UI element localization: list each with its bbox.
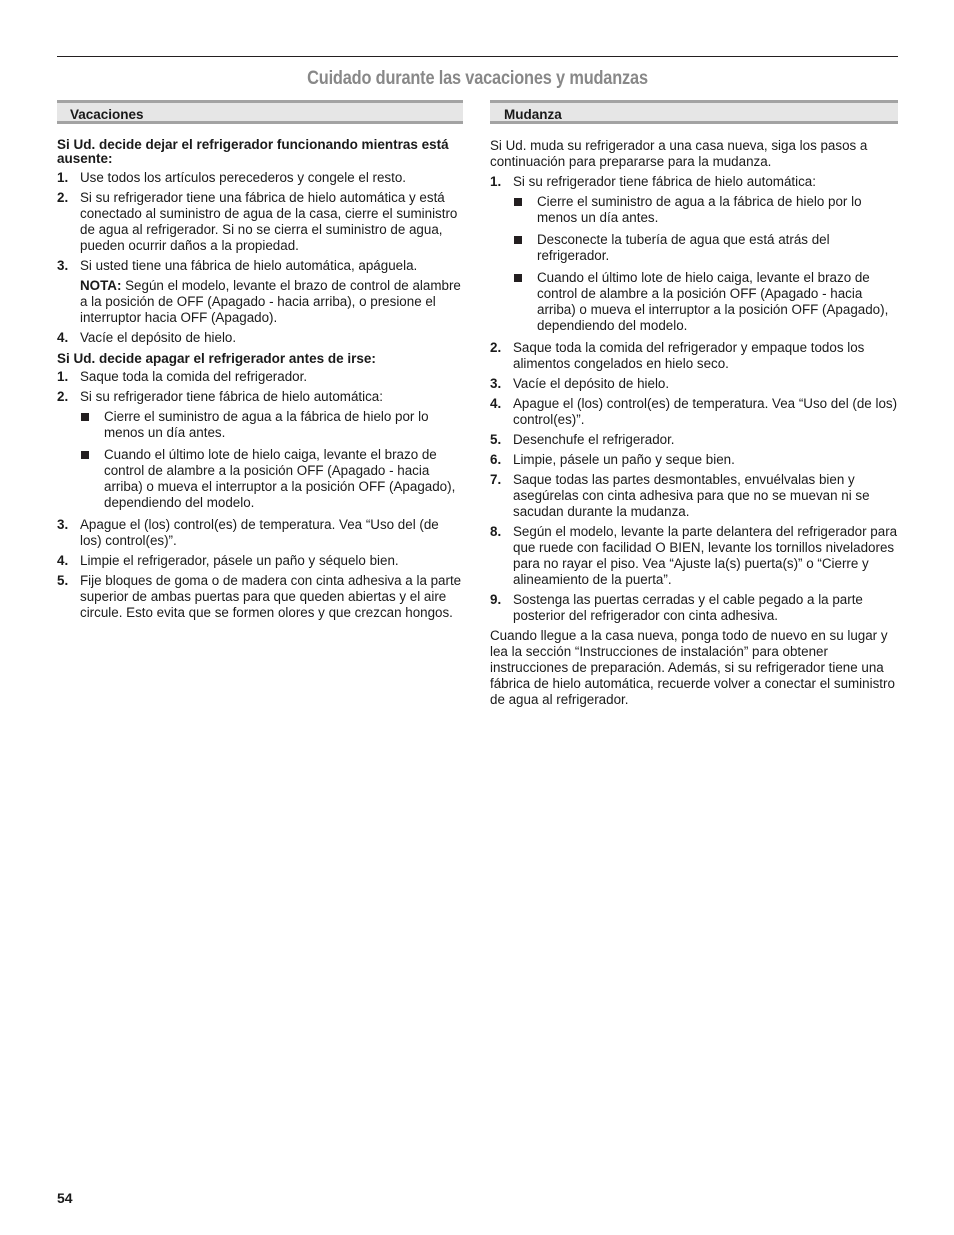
list-item (57, 330, 463, 346)
step-number: 2. (57, 389, 69, 404)
bullet-item (513, 270, 898, 334)
vacaciones-subhead-running: Si Ud. decide dejar el refrigerador funcionando mientras está ausente: (57, 137, 449, 166)
list-item (57, 553, 463, 569)
square-bullet-icon (81, 413, 89, 421)
step-number: 1. (490, 174, 502, 189)
note (80, 278, 463, 326)
step-number: 2. (57, 190, 69, 205)
list-item (57, 517, 463, 549)
step-text: Desenchufe el refrigerador. (513, 432, 675, 447)
bullet-text: Desconecte la tubería de agua que está atrás del refrigerador. (537, 232, 830, 263)
step-number: 3. (57, 517, 69, 532)
vacaciones-column (57, 100, 463, 625)
mudanza-closing: Cuando llegue a la casa nueva, ponga todo de nuevo en su lugar y lea la sección “Instrucciones de instalación” para obtener instrucciones de preparación. Además, si su refrigerador tiene una fábrica de hielo automática, recuerde volver a conectar el suministro de agua al refrigerador. (490, 628, 895, 707)
mudanza-heading: Mudanza (490, 100, 898, 124)
bullet-list (80, 409, 463, 511)
list-item (57, 258, 463, 326)
list-item (490, 174, 898, 334)
bullet-item (80, 447, 463, 511)
vacaciones-subhead-off: Si Ud. decide apagar el refrigerador antes de irse: (57, 351, 376, 366)
list-item (490, 452, 898, 468)
square-bullet-icon (514, 236, 522, 244)
step-number: 7. (490, 472, 502, 487)
note-label: NOTA: (80, 278, 122, 293)
list-item (57, 190, 463, 254)
step-number: 6. (490, 452, 502, 467)
step-number: 9. (490, 592, 502, 607)
step-text: Según el modelo, levante la parte delantera del refrigerador para que ruede con facilidad O BIEN, levante los tornillos niveladores para no rayar el piso. Vea “Ajuste la(s) puerta(s)” o “Cierre y alineamiento de la puerta”. (513, 524, 898, 587)
bullet-item (80, 409, 463, 441)
step-number: 4. (57, 553, 69, 568)
list-item (57, 389, 463, 511)
step-number: 1. (57, 170, 69, 185)
bullet-item (513, 194, 898, 226)
list-item (490, 376, 898, 392)
mudanza-column (490, 100, 898, 712)
vacaciones-steps-running (57, 170, 463, 346)
step-number: 1. (57, 369, 69, 384)
bullet-text: Cierre el suministro de agua a la fábrica de hielo por lo menos un día antes. (537, 194, 862, 225)
bullet-text: Cuando el último lote de hielo caiga, levante el brazo de control de alambre a la posición OFF (Apagado - hacia arriba) o mueva el interruptor a la posición OFF (Apagado), dependiendo del modelo. (104, 447, 456, 510)
bullet-text: Cuando el último lote de hielo caiga, levante el brazo de control de alambre a la posición OFF (Apagado - hacia arriba) o mueva el interruptor a la posición OFF (Apagado), dependiendo del modelo. (537, 270, 889, 333)
step-text: Fije bloques de goma o de madera con cinta adhesiva a la parte superior de ambas puertas para que queden abiertas y el aire circule. Esto evita que se formen olores y que crezcan hongos. (80, 573, 462, 620)
step-number: 8. (490, 524, 502, 539)
step-text: Sostenga las puertas cerradas y el cable pegado a la parte posterior del refrigerador con cinta adhesiva. (513, 592, 863, 623)
vacaciones-steps-off (57, 369, 463, 621)
square-bullet-icon (81, 451, 89, 459)
list-item (490, 524, 898, 588)
step-text: Use todos los artículos perecederos y congele el resto. (80, 170, 407, 185)
list-item (490, 396, 898, 428)
step-text: Saque toda la comida del refrigerador y empaque todos los alimentos congelados en hielo seco. (513, 340, 865, 371)
vacaciones-heading: Vacaciones (57, 100, 463, 124)
list-item (57, 573, 463, 621)
square-bullet-icon (514, 198, 522, 206)
step-number: 3. (57, 258, 69, 273)
step-text: Saque toda la comida del refrigerador. (80, 369, 308, 384)
list-item (490, 592, 898, 624)
step-text: Si su refrigerador tiene una fábrica de hielo automática y está conectado al suministro de agua de la casa, cierre el suministro de agua al refrigerador. Si no se cierra el suministro de agua, pueden ocurrir daños a la propiedad. (80, 190, 458, 253)
list-item (57, 170, 463, 186)
step-text: Limpie, pásele un paño y seque bien. (513, 452, 735, 467)
step-number: 4. (57, 330, 69, 345)
step-text: Si su refrigerador tiene fábrica de hielo automática: (513, 174, 816, 189)
step-text: Apague el (los) control(es) de temperatura. Vea “Uso del (de los) control(es)”. (80, 517, 439, 548)
mudanza-intro: Si Ud. muda su refrigerador a una casa nueva, siga los pasos a continuación para prepararse para la mudanza. (490, 138, 868, 169)
bullet-text: Cierre el suministro de agua a la fábrica de hielo por lo menos un día antes. (104, 409, 429, 440)
list-item (490, 432, 898, 448)
square-bullet-icon (514, 274, 522, 282)
step-number: 3. (490, 376, 502, 391)
page-number: 54 (57, 1190, 73, 1206)
step-text: Apague el (los) control(es) de temperatura. Vea “Uso del (de los) control(es)”. (513, 396, 898, 427)
mudanza-steps (490, 174, 898, 624)
bullet-list (513, 194, 898, 334)
list-item (57, 369, 463, 385)
top-rule (57, 56, 898, 57)
step-text: Saque todas las partes desmontables, envuélvalas bien y asegúrelas con cinta adhesiva para que no se muevan ni se sacudan durante la mudanza. (513, 472, 870, 519)
step-number: 5. (57, 573, 69, 588)
step-text: Vacíe el depósito de hielo. (513, 376, 670, 391)
step-number: 5. (490, 432, 502, 447)
note-text: Según el modelo, levante el brazo de control de alambre a la posición de OFF (Apagado - hacia arriba), o presione el interruptor hacia OFF (Apagado). (80, 278, 461, 325)
step-number: 4. (490, 396, 502, 411)
step-text: Vacíe el depósito de hielo. (80, 330, 237, 345)
bullet-item (513, 232, 898, 264)
list-item (490, 340, 898, 372)
list-item (490, 472, 898, 520)
step-text: Si su refrigerador tiene fábrica de hielo automática: (80, 389, 383, 404)
step-number: 2. (490, 340, 502, 355)
step-text: Si usted tiene una fábrica de hielo automática, apáguela. (80, 258, 418, 273)
step-text: Limpie el refrigerador, pásele un paño y séquelo bien. (80, 553, 399, 568)
page-title: Cuidado durante las vacaciones y mudanzas (307, 68, 648, 89)
